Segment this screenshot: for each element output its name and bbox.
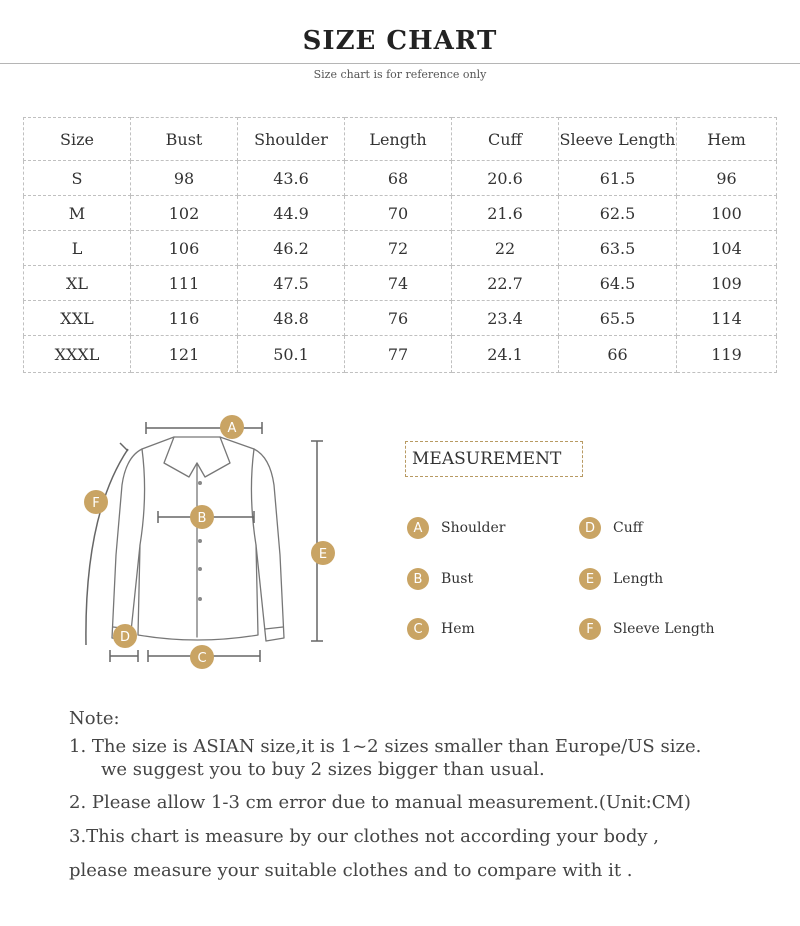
header-size: Size xyxy=(24,118,131,161)
table-cell: 43.6 xyxy=(238,161,345,196)
table-cell: 24.1 xyxy=(452,336,559,373)
table-cell: 114 xyxy=(677,301,777,336)
table-cell: 63.5 xyxy=(559,231,677,266)
table-cell: 47.5 xyxy=(238,266,345,301)
table-cell: 102 xyxy=(131,196,238,231)
table-cell: 68 xyxy=(345,161,452,196)
table-cell: 65.5 xyxy=(559,301,677,336)
diagram-label-f: F xyxy=(92,496,100,511)
table-cell: 119 xyxy=(677,336,777,373)
table-cell: 48.8 xyxy=(238,301,345,336)
table-cell: 21.6 xyxy=(452,196,559,231)
note-1: 1. The size is ASIAN size,it is 1~2 sizes smaller than Europe/US size. xyxy=(69,736,702,757)
table-cell: 106 xyxy=(131,231,238,266)
table-cell: XXXL xyxy=(24,336,131,373)
table-cell: 61.5 xyxy=(559,161,677,196)
header-bust: Bust xyxy=(131,118,238,161)
table-row xyxy=(24,161,777,196)
diagram-label-b: B xyxy=(197,511,207,526)
header-sleeve-length: Sleeve Length xyxy=(559,118,677,161)
table-row xyxy=(24,231,777,266)
legend-label: Length xyxy=(613,571,664,587)
legend-badge-d: D xyxy=(579,517,601,539)
legend-item-bust xyxy=(407,567,473,591)
table-cell: 64.5 xyxy=(559,266,677,301)
table-cell: 111 xyxy=(131,266,238,301)
table-cell: S xyxy=(24,161,131,196)
legend-badge-a: A xyxy=(407,517,429,539)
table-cell: 44.9 xyxy=(238,196,345,231)
diagram-label-e: E xyxy=(318,547,328,562)
legend-item-hem xyxy=(407,617,475,641)
header-cuff: Cuff xyxy=(452,118,559,161)
table-cell: 109 xyxy=(677,266,777,301)
table-cell: 116 xyxy=(131,301,238,336)
legend-item-shoulder xyxy=(407,516,505,540)
legend-label: Sleeve Length xyxy=(613,621,715,637)
note-1-continued: we suggest you to buy 2 sizes bigger than usual. xyxy=(101,759,545,780)
legend-item-length xyxy=(579,567,663,591)
note-4: please measure your suitable clothes and to compare with it . xyxy=(69,860,633,881)
table-cell: 70 xyxy=(345,196,452,231)
legend-item-sleeve-length xyxy=(579,617,715,641)
table-cell: 104 xyxy=(677,231,777,266)
header-shoulder: Shoulder xyxy=(238,118,345,161)
page-title: SIZE CHART xyxy=(302,26,498,56)
diagram-label-a: A xyxy=(227,421,237,436)
title-divider xyxy=(0,63,800,64)
legend-label: Cuff xyxy=(613,520,643,536)
table-header-row xyxy=(24,118,777,161)
note-3: 3.This chart is measure by our clothes not according your body , xyxy=(69,826,659,847)
table-cell: 62.5 xyxy=(559,196,677,231)
table-cell: L xyxy=(24,231,131,266)
table-cell: 50.1 xyxy=(238,336,345,373)
legend-label: Shoulder xyxy=(441,520,506,536)
measurement-heading: MEASUREMENT xyxy=(405,441,583,477)
table-cell: 22.7 xyxy=(452,266,559,301)
table-cell: 66 xyxy=(559,336,677,373)
table-row xyxy=(24,301,777,336)
note-2: 2. Please allow 1-3 cm error due to manual measurement.(Unit:CM) xyxy=(69,792,691,813)
header-length: Length xyxy=(345,118,452,161)
diagram-label-c: C xyxy=(197,651,207,666)
legend-label: Hem xyxy=(441,621,475,637)
table-cell: 100 xyxy=(677,196,777,231)
table-cell: XL xyxy=(24,266,131,301)
legend-label: Bust xyxy=(441,571,474,587)
table-cell: 20.6 xyxy=(452,161,559,196)
table-cell: 98 xyxy=(131,161,238,196)
legend-badge-c: C xyxy=(407,618,429,640)
shirt-diagram-icon xyxy=(70,405,350,685)
legend-badge-e: E xyxy=(579,568,601,590)
table-cell: 96 xyxy=(677,161,777,196)
table-row xyxy=(24,266,777,301)
table-cell: 46.2 xyxy=(238,231,345,266)
table-cell: 74 xyxy=(345,266,452,301)
table-cell: M xyxy=(24,196,131,231)
table-cell: 77 xyxy=(345,336,452,373)
table-cell: 121 xyxy=(131,336,238,373)
table-cell: 76 xyxy=(345,301,452,336)
page-subtitle: Size chart is for reference only xyxy=(313,68,487,81)
legend-badge-f: F xyxy=(579,618,601,640)
table-row xyxy=(24,336,777,373)
header-hem: Hem xyxy=(677,118,777,161)
legend-badge-b: B xyxy=(407,568,429,590)
table-cell: 23.4 xyxy=(452,301,559,336)
table-cell: XXL xyxy=(24,301,131,336)
diagram-label-d: D xyxy=(119,630,131,645)
table-row xyxy=(24,196,777,231)
table-cell: 22 xyxy=(452,231,559,266)
notes-heading: Note: xyxy=(69,708,120,729)
legend-item-cuff xyxy=(579,516,643,540)
size-table xyxy=(23,117,777,373)
table-cell: 72 xyxy=(345,231,452,266)
